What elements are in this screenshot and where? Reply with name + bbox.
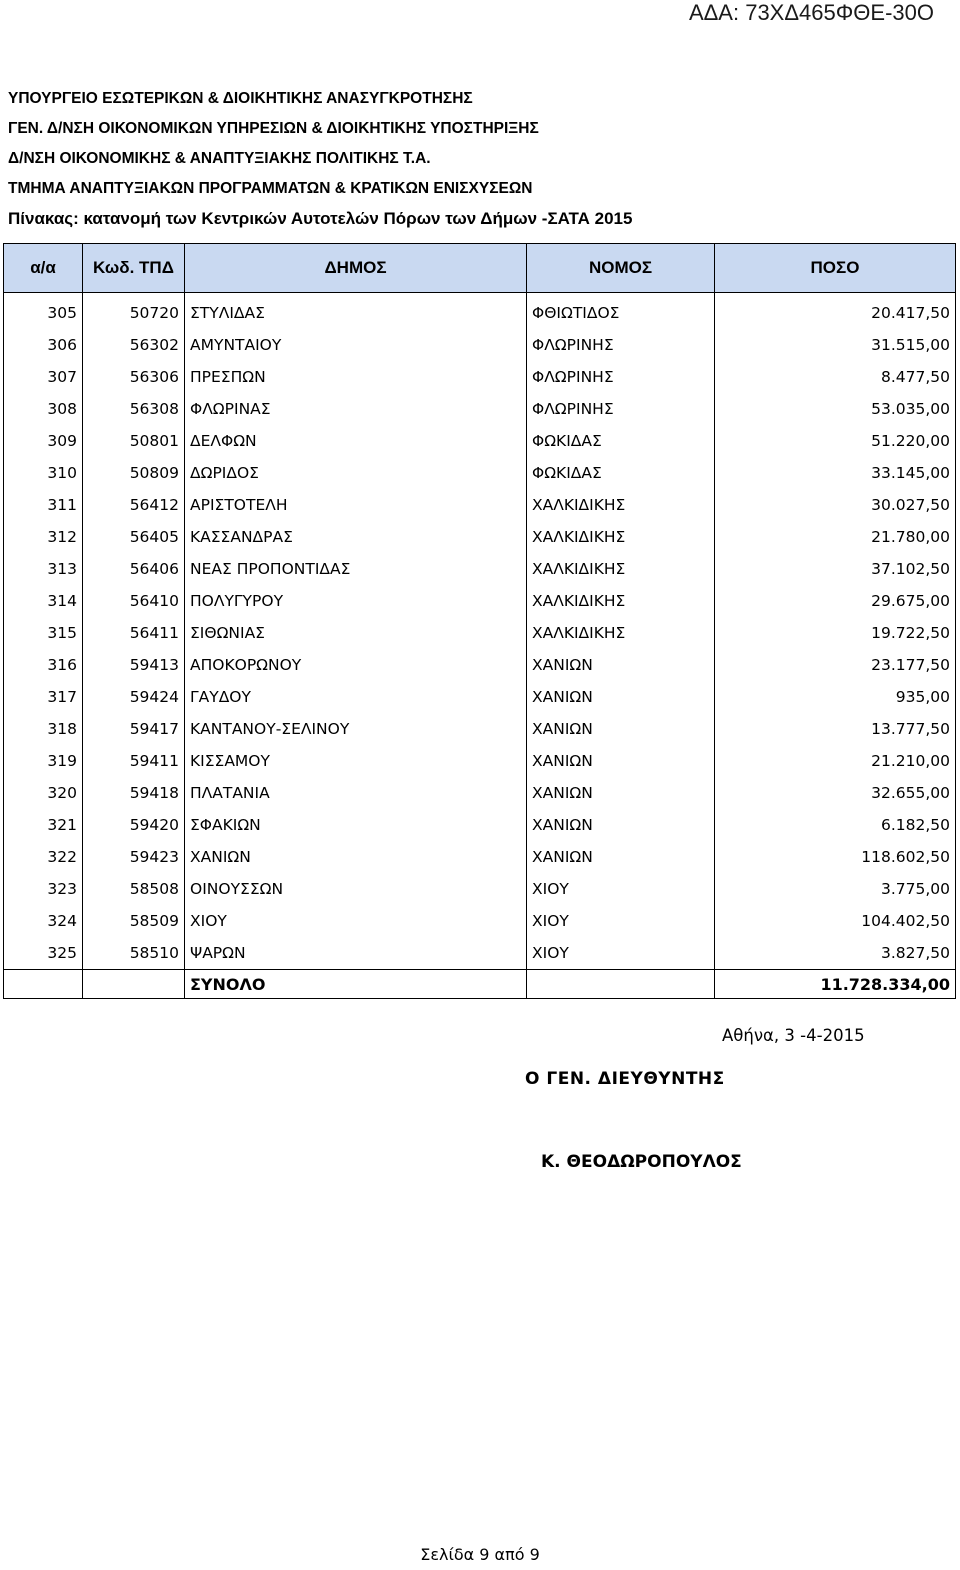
signatory-name: Κ. ΘΕΟΔΩΡΟΠΟΥΛΟΣ (541, 1152, 742, 1172)
row-municipality: ΝΕΑΣ ΠΡΟΠΟΝΤΙΔΑΣ (185, 553, 527, 585)
row-prefecture: ΦΘΙΩΤΙΔΟΣ (527, 293, 715, 330)
row-amount: 51.220,00 (715, 425, 956, 457)
row-amount: 118.602,50 (715, 841, 956, 873)
row-prefecture: ΧΑΛΚΙΔΙΚΗΣ (527, 521, 715, 553)
col-header-code: Κωδ. ΤΠΔ (83, 244, 185, 293)
row-municipality: ΣΤΥΛΙΔΑΣ (185, 293, 527, 330)
row-municipality: ΑΡΙΣΤΟΤΕΛΗ (185, 489, 527, 521)
row-aa: 321 (4, 809, 83, 841)
row-prefecture: ΧΑΛΚΙΔΙΚΗΣ (527, 553, 715, 585)
row-amount: 53.035,00 (715, 393, 956, 425)
row-prefecture: ΦΛΩΡΙΝΗΣ (527, 393, 715, 425)
directorate-line: Δ/ΝΣΗ ΟΙΚΟΝΟΜΙΚΗΣ & ΑΝΑΠΤΥΞΙΑΚΗΣ ΠΟΛΙΤΙΚΗΣ Τ.Α. (8, 150, 431, 167)
table-row (4, 905, 956, 937)
row-municipality: ΚΑΝΤΑΝΟΥ-ΣΕΛΙΝΟΥ (185, 713, 527, 745)
row-aa: 308 (4, 393, 83, 425)
row-code: 50720 (83, 293, 185, 330)
row-aa: 319 (4, 745, 83, 777)
row-amount: 23.177,50 (715, 649, 956, 681)
row-aa: 306 (4, 329, 83, 361)
row-prefecture: ΧΙΟΥ (527, 937, 715, 970)
document-header (8, 84, 632, 234)
row-prefecture: ΦΩΚΙΔΑΣ (527, 425, 715, 457)
table-row (4, 329, 956, 361)
row-amount: 21.210,00 (715, 745, 956, 777)
row-municipality: ΣΦΑΚΙΩΝ (185, 809, 527, 841)
row-aa: 318 (4, 713, 83, 745)
row-code: 59423 (83, 841, 185, 873)
row-code: 56411 (83, 617, 185, 649)
row-prefecture: ΦΛΩΡΙΝΗΣ (527, 361, 715, 393)
table-header-row (4, 244, 956, 293)
row-aa: 310 (4, 457, 83, 489)
row-code: 56306 (83, 361, 185, 393)
row-amount: 6.182,50 (715, 809, 956, 841)
row-prefecture: ΧΑΝΙΩΝ (527, 777, 715, 809)
row-amount: 13.777,50 (715, 713, 956, 745)
row-municipality: ΑΜΥΝΤΑΙΟΥ (185, 329, 527, 361)
table-row (4, 425, 956, 457)
col-header-prefecture: ΝΟΜΟΣ (527, 244, 715, 293)
row-prefecture: ΦΛΩΡΙΝΗΣ (527, 329, 715, 361)
row-aa: 312 (4, 521, 83, 553)
table-row (4, 937, 956, 970)
row-aa: 313 (4, 553, 83, 585)
col-header-municipality: ΔΗΜΟΣ (185, 244, 527, 293)
row-aa: 315 (4, 617, 83, 649)
row-amount: 104.402,50 (715, 905, 956, 937)
row-municipality: ΧΙΟΥ (185, 905, 527, 937)
table-row (4, 393, 956, 425)
row-municipality: ΠΡΕΣΠΩΝ (185, 361, 527, 393)
row-code: 59413 (83, 649, 185, 681)
table-row (4, 681, 956, 713)
row-amount: 8.477,50 (715, 361, 956, 393)
row-aa: 316 (4, 649, 83, 681)
signatory-title: Ο ΓΕΝ. ΔΙΕΥΘΥΝΤΗΣ (525, 1069, 725, 1089)
table-row (4, 617, 956, 649)
row-amount: 3.827,50 (715, 937, 956, 970)
row-code: 50809 (83, 457, 185, 489)
row-code: 56405 (83, 521, 185, 553)
row-amount: 3.775,00 (715, 873, 956, 905)
allocation-table (3, 243, 956, 999)
row-code: 56412 (83, 489, 185, 521)
row-aa: 309 (4, 425, 83, 457)
row-code: 59418 (83, 777, 185, 809)
table-row (4, 361, 956, 393)
row-prefecture: ΧΑΛΚΙΔΙΚΗΣ (527, 489, 715, 521)
row-amount: 29.675,00 (715, 585, 956, 617)
row-aa: 314 (4, 585, 83, 617)
row-code: 56406 (83, 553, 185, 585)
row-aa: 317 (4, 681, 83, 713)
table-row (4, 553, 956, 585)
total-empty-aa (4, 970, 83, 999)
row-prefecture: ΧΑΛΚΙΔΙΚΗΣ (527, 585, 715, 617)
table-caption: Πίνακας: κατανομή των Κεντρικών Αυτοτελών Πόρων των Δήμων -ΣΑΤΑ 2015 (8, 209, 633, 228)
row-aa: 305 (4, 293, 83, 330)
table-row (4, 745, 956, 777)
row-aa: 311 (4, 489, 83, 521)
table-row (4, 585, 956, 617)
table-row (4, 713, 956, 745)
col-header-aa: α/α (4, 244, 83, 293)
table-row (4, 489, 956, 521)
total-empty-prefecture (527, 970, 715, 999)
row-municipality: ΨΑΡΩΝ (185, 937, 527, 970)
row-municipality: ΔΩΡΙΔΟΣ (185, 457, 527, 489)
row-prefecture: ΧΑΝΙΩΝ (527, 681, 715, 713)
row-municipality: ΔΕΛΦΩΝ (185, 425, 527, 457)
row-aa: 307 (4, 361, 83, 393)
row-amount: 30.027,50 (715, 489, 956, 521)
row-prefecture: ΧΑΝΙΩΝ (527, 809, 715, 841)
table-body (4, 293, 956, 970)
ada-code: ΑΔΑ: 73ΧΔ465ΦΘΕ-30Ο (688, 0, 934, 25)
row-code: 58510 (83, 937, 185, 970)
total-row (4, 970, 956, 999)
table-row (4, 809, 956, 841)
page-number: Σελίδα 9 από 9 (420, 1545, 540, 1564)
ministry-line: ΥΠΟΥΡΓΕΙΟ ΕΣΩΤΕΡΙΚΩΝ & ΔΙΟΙΚΗΤΙΚΗΣ ΑΝΑΣΥΓΚΡΟΤΗΣΗΣ (8, 90, 473, 107)
table-row (4, 841, 956, 873)
row-code: 59411 (83, 745, 185, 777)
row-amount: 33.145,00 (715, 457, 956, 489)
total-empty-code (83, 970, 185, 999)
row-aa: 323 (4, 873, 83, 905)
row-code: 56308 (83, 393, 185, 425)
row-prefecture: ΧΙΟΥ (527, 873, 715, 905)
table-row (4, 521, 956, 553)
row-prefecture: ΦΩΚΙΔΑΣ (527, 457, 715, 489)
table-row (4, 777, 956, 809)
row-amount: 37.102,50 (715, 553, 956, 585)
table-row (4, 457, 956, 489)
row-prefecture: ΧΑΛΚΙΔΙΚΗΣ (527, 617, 715, 649)
row-amount: 19.722,50 (715, 617, 956, 649)
row-municipality: ΠΛΑΤΑΝΙΑ (185, 777, 527, 809)
row-municipality: ΚΑΣΣΑΝΔΡΑΣ (185, 521, 527, 553)
row-amount: 31.515,00 (715, 329, 956, 361)
row-municipality: ΚΙΣΣΑΜΟΥ (185, 745, 527, 777)
table-row (4, 873, 956, 905)
total-value: 11.728.334,00 (715, 970, 956, 999)
row-municipality: ΟΙΝΟΥΣΣΩΝ (185, 873, 527, 905)
row-prefecture: ΧΑΝΙΩΝ (527, 649, 715, 681)
row-municipality: ΧΑΝΙΩΝ (185, 841, 527, 873)
row-amount: 32.655,00 (715, 777, 956, 809)
row-code: 59424 (83, 681, 185, 713)
row-prefecture: ΧΑΝΙΩΝ (527, 745, 715, 777)
row-prefecture: ΧΑΝΙΩΝ (527, 713, 715, 745)
row-amount: 21.780,00 (715, 521, 956, 553)
row-municipality: ΑΠΟΚΟΡΩΝΟΥ (185, 649, 527, 681)
row-code: 58509 (83, 905, 185, 937)
row-code: 59420 (83, 809, 185, 841)
department-line: ΤΜΗΜΑ ΑΝΑΠΤΥΞΙΑΚΩΝ ΠΡΟΓΡΑΜΜΑΤΩΝ & ΚΡΑΤΙΚΩΝ ΕΝΙΣΧΥΣΕΩΝ (8, 180, 533, 197)
row-prefecture: ΧΙΟΥ (527, 905, 715, 937)
row-municipality: ΠΟΛΥΓΥΡΟΥ (185, 585, 527, 617)
row-aa: 324 (4, 905, 83, 937)
col-header-amount: ΠΟΣΟ (715, 244, 956, 293)
document-date: Αθήνα, 3 -4-2015 (722, 1026, 865, 1045)
row-aa: 322 (4, 841, 83, 873)
row-prefecture: ΧΑΝΙΩΝ (527, 841, 715, 873)
row-code: 50801 (83, 425, 185, 457)
row-code: 59417 (83, 713, 185, 745)
table-row (4, 649, 956, 681)
row-code: 56302 (83, 329, 185, 361)
row-aa: 320 (4, 777, 83, 809)
row-amount: 935,00 (715, 681, 956, 713)
row-amount: 20.417,50 (715, 293, 956, 330)
row-aa: 325 (4, 937, 83, 970)
row-code: 56410 (83, 585, 185, 617)
table-row (4, 293, 956, 330)
directorate-general-line: ΓΕΝ. Δ/ΝΣΗ ΟΙΚΟΝΟΜΙΚΩΝ ΥΠΗΡΕΣΙΩΝ & ΔΙΟΙΚΗΤΙΚΗΣ ΥΠΟΣΤΗΡΙΞΗΣ (8, 120, 539, 137)
row-code: 58508 (83, 873, 185, 905)
row-municipality: ΣΙΘΩΝΙΑΣ (185, 617, 527, 649)
row-municipality: ΓΑΥΔΟΥ (185, 681, 527, 713)
row-municipality: ΦΛΩΡΙΝΑΣ (185, 393, 527, 425)
total-label: ΣΥΝΟΛΟ (185, 970, 527, 999)
